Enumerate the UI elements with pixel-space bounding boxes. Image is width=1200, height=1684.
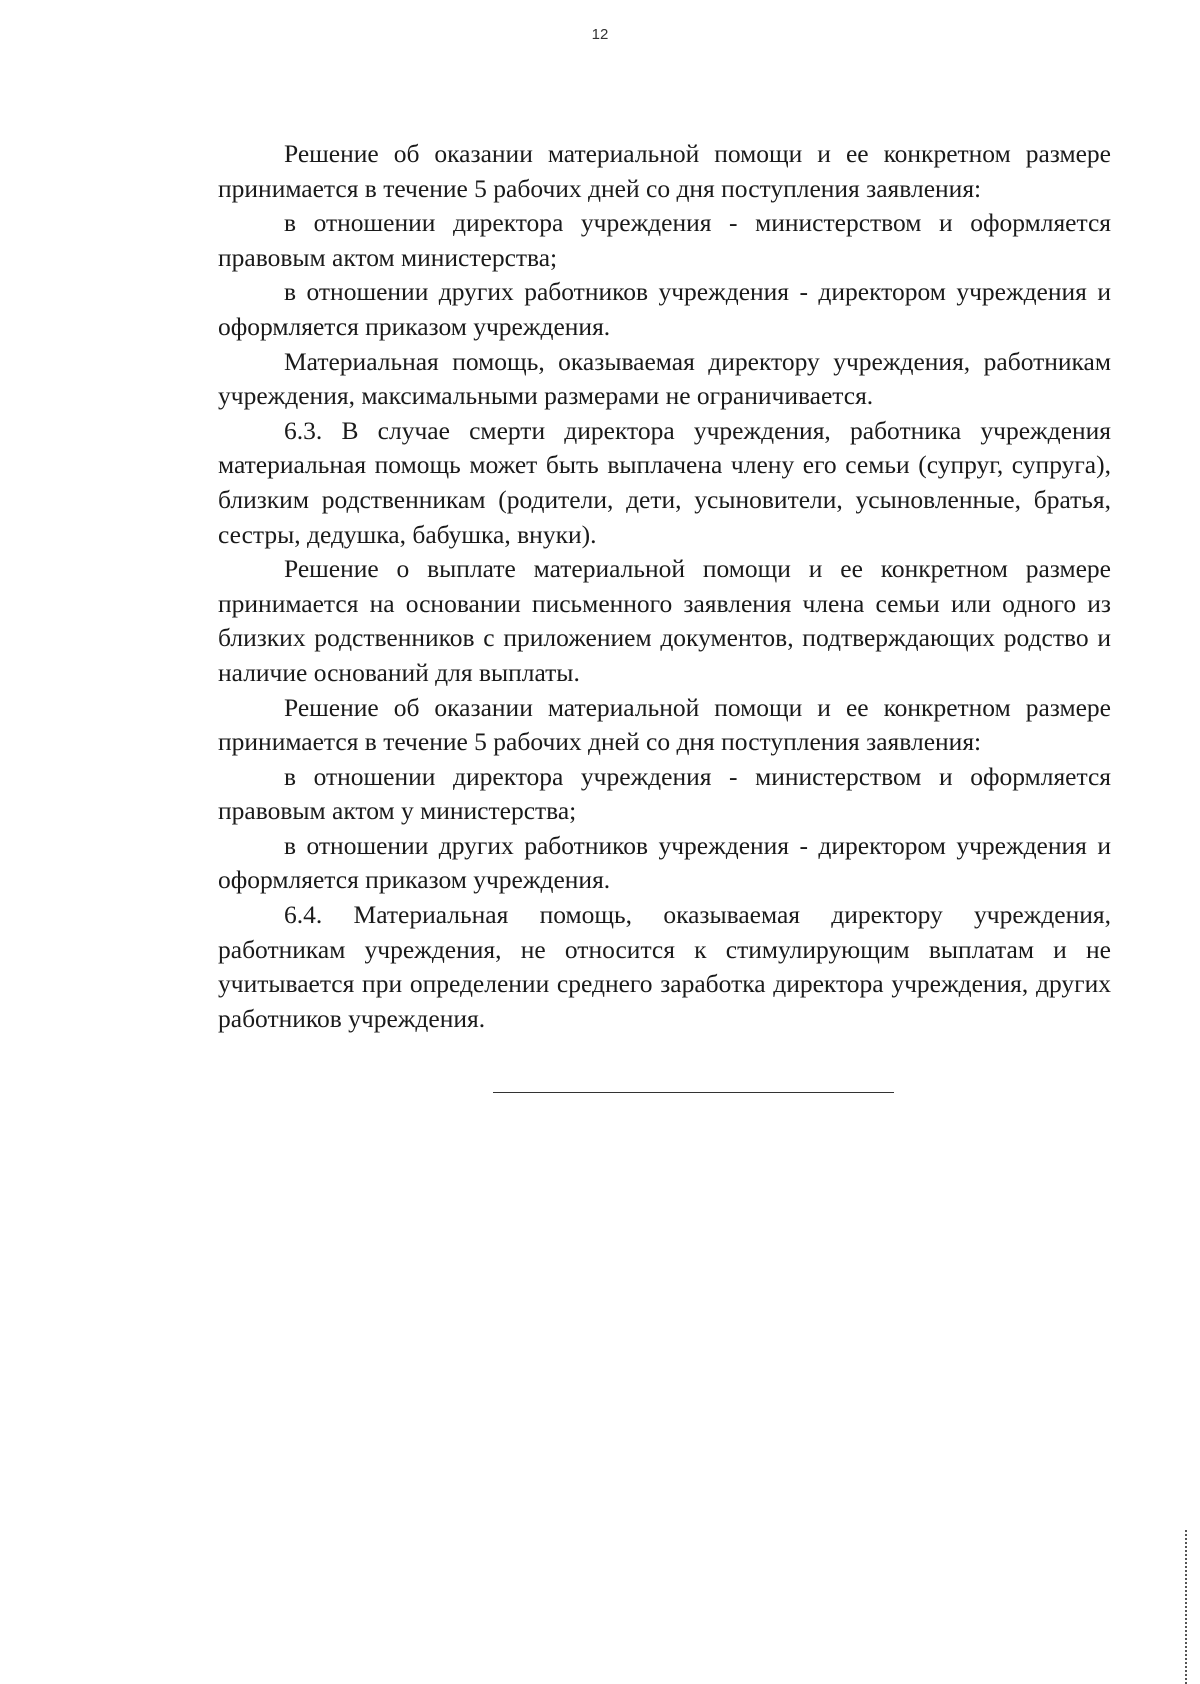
paragraph: в отношении других работников учреждения - директором учреждения и оформляется приказом учреждения. — [218, 830, 1111, 895]
paragraph: Решение об оказании материальной помощи и ее конкретном размере принимается в течение 5 рабочих дней со дня поступления заявления: — [218, 139, 1111, 203]
paragraph: в отношении других работников учреждения - директором учреждения и оформляется приказом учреждения. — [218, 277, 1111, 341]
page-number: 12 — [591, 26, 609, 43]
paragraph: Материальная помощь, оказываемая директору учреждения, работникам учреждения, максимальными размерами не ограничивается. — [218, 346, 1111, 411]
scan-edge-mark — [1185, 1530, 1187, 1684]
paragraph: 6.3. В случае смерти директора учреждения, работника учреждения материальная помощь может быть выплачена члену его семьи (супруг, супруга), близким родственникам (родители, дети, усыновители, усыновленные, братья, сестры, дедушка, бабушка, внуки). — [218, 415, 1111, 549]
document-body — [218, 137, 1111, 1036]
paragraph: в отношении директора учреждения - министерством и оформляется правовым актом министерства; — [218, 208, 1111, 272]
paragraph: 6.4. Материальная помощь, оказываемая директору учреждения, работникам учреждения, не относится к стимулирующим выплатам и не учитывается при определении среднего заработка директора учреждения, других работников учреждения. — [218, 900, 1111, 1033]
paragraph: Решение об оказании материальной помощи и ее конкретном размере принимается в течение 5 рабочих дней со дня поступления заявления: — [218, 692, 1111, 757]
end-of-document-rule — [493, 1092, 894, 1093]
paragraph: Решение о выплате материальной помощи и ее конкретном размере принимается на основании письменного заявления члена семьи или одного из близких родственников с приложением документов, подтверждающих родство и наличие оснований для выплаты. — [218, 554, 1111, 687]
paragraph: в отношении директора учреждения - министерством и оформляется правовым актом у министерства; — [218, 761, 1111, 826]
